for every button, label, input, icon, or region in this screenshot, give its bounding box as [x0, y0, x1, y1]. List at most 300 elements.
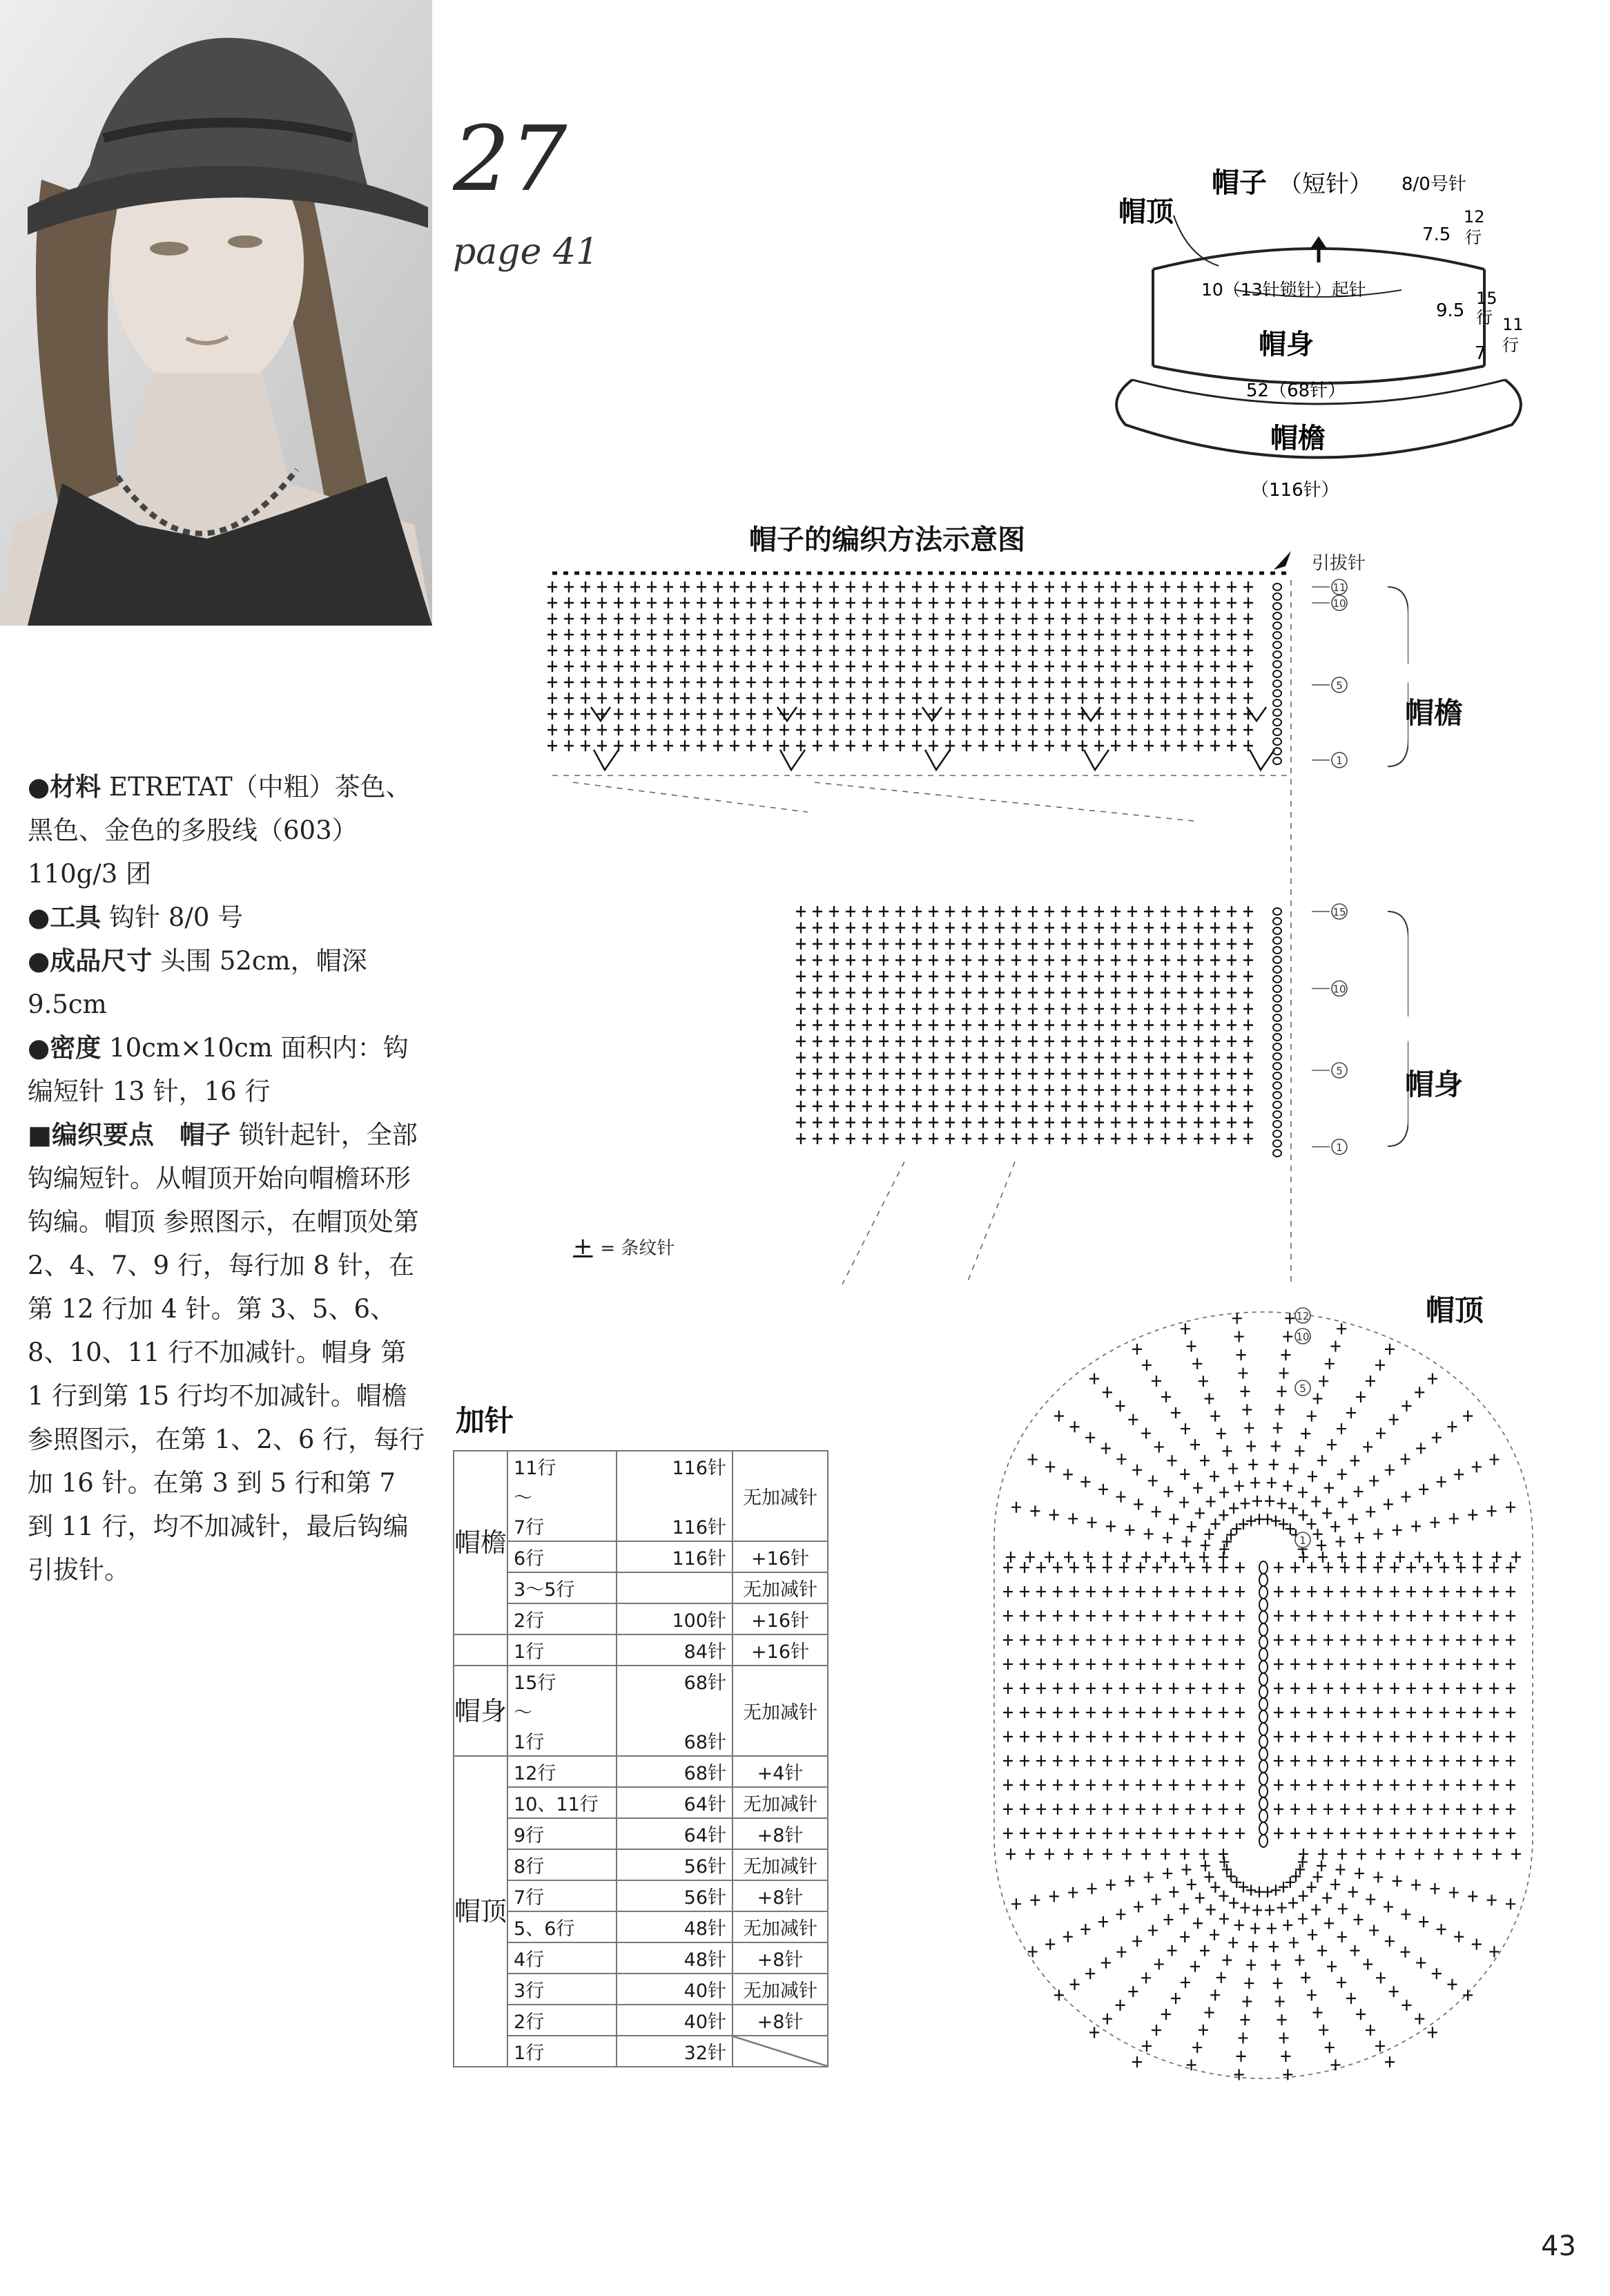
table-row: 6行 116针 +16针 — [454, 1541, 828, 1572]
table-row: 8行 56针 无加减针 — [454, 1849, 828, 1880]
dim-brim-row-unit: 行 — [1502, 336, 1519, 355]
stitch-symbol — [1094, 1003, 1104, 1014]
stitch-symbol — [1227, 597, 1236, 608]
increase-table-title: 加针 — [456, 1404, 514, 1438]
slip-stitch-label: 引拔针 — [1312, 553, 1366, 574]
stitch-symbol — [978, 629, 988, 640]
stitch-symbol — [1222, 1955, 1232, 1966]
stitch-symbol — [1243, 1003, 1253, 1014]
stitch-symbol — [1185, 1755, 1195, 1766]
stitch-symbol — [1390, 1779, 1399, 1791]
stitch-symbol — [1045, 597, 1054, 608]
crown-chart — [967, 1284, 1560, 2113]
stitch-symbol — [1103, 1586, 1112, 1597]
stitch-symbol — [1323, 1610, 1333, 1621]
stitch-symbol — [1439, 1610, 1449, 1621]
stitch-symbol — [1219, 1544, 1229, 1555]
stitch-symbol — [1061, 1085, 1071, 1096]
stitch-symbol — [962, 971, 971, 982]
stitch-symbol — [1119, 1731, 1129, 1742]
stitch-symbol — [1119, 1634, 1129, 1646]
stitch-symbol — [746, 708, 756, 720]
stitch-symbol — [796, 597, 806, 608]
stitch-symbol — [1127, 708, 1137, 720]
schematic-chain: 10（13针锁针）起针 — [1201, 280, 1366, 300]
body-no-change: 无加减针 — [733, 1666, 828, 1756]
stitch-symbol — [945, 1101, 955, 1112]
stitch-symbol — [1194, 906, 1203, 917]
stitch-symbol — [1201, 1540, 1210, 1551]
stitch-symbol — [1045, 1052, 1054, 1063]
stitch-symbol — [1357, 1586, 1366, 1597]
stitch-symbol — [1463, 1989, 1473, 2000]
stitch-symbol — [1232, 1877, 1241, 1888]
stitch-symbol — [1061, 740, 1071, 751]
stitch-symbol — [1210, 971, 1220, 982]
chain-stitch — [1273, 1034, 1281, 1041]
stitch-symbol — [929, 724, 938, 735]
stitch-symbol — [1210, 740, 1220, 751]
stitch-symbol — [630, 661, 640, 672]
stitch-symbol — [564, 693, 574, 704]
schematic-body-circ: 52（68针） — [1246, 380, 1346, 401]
stitch-symbol — [1456, 1828, 1466, 1839]
stitch-symbol — [1373, 1707, 1383, 1718]
stitch-symbol — [945, 1085, 955, 1096]
stitch-symbol — [1219, 1856, 1229, 1867]
stitch-symbol — [1185, 1683, 1195, 1694]
stitch-symbol — [1177, 740, 1187, 751]
stitch-symbol — [1086, 1659, 1096, 1670]
stitch-symbol — [1227, 906, 1236, 917]
connector-line — [815, 782, 1194, 821]
stitch-symbol — [1274, 1659, 1283, 1670]
stitch-symbol — [1152, 1779, 1162, 1791]
chain-stitch — [1259, 1835, 1268, 1847]
stitch-symbol — [862, 1052, 872, 1063]
stitch-symbol — [895, 693, 905, 704]
stitch-symbol — [1506, 1634, 1515, 1646]
stitch-symbol — [1375, 1360, 1385, 1371]
stitch-symbol — [1028, 1068, 1038, 1079]
stitch-symbol — [1169, 1634, 1179, 1646]
stitch-symbol — [929, 613, 938, 624]
stitch-symbol — [1045, 938, 1054, 949]
stitch-symbol — [1307, 1659, 1317, 1670]
stitch-symbol — [1307, 1683, 1317, 1694]
stitch-symbol — [978, 906, 988, 917]
stitch-symbol — [796, 645, 806, 656]
stitch-symbol — [1144, 1036, 1154, 1047]
stitch-symbol — [1144, 661, 1154, 672]
stitch-symbol — [1219, 1707, 1228, 1718]
stitch-symbol — [1227, 629, 1236, 640]
stitch-symbol — [846, 923, 855, 934]
stitch-symbol — [1373, 1731, 1383, 1742]
stitch-symbol — [962, 708, 971, 720]
stitch-symbol — [1243, 629, 1253, 640]
stitch-symbol — [630, 677, 640, 688]
stitch-symbol — [1271, 1960, 1281, 1971]
stitch-symbol — [1094, 1020, 1104, 1031]
schematic-title-main: 帽子 — [1212, 167, 1267, 199]
stitch-symbol — [1286, 1877, 1295, 1888]
stitch-symbol — [1003, 1755, 1013, 1766]
stitch-symbol — [1340, 1804, 1350, 1815]
stitch-symbol — [1094, 597, 1104, 608]
stitch-symbol — [564, 724, 574, 735]
stitch-symbol — [1252, 1496, 1262, 1507]
stitch-symbol — [1144, 938, 1154, 949]
stitch-symbol — [581, 613, 590, 624]
stitch-symbol — [1036, 1707, 1046, 1718]
stitch-symbol — [1219, 1891, 1228, 1902]
stitch-symbol — [1177, 1052, 1187, 1063]
stitch-symbol — [1087, 1517, 1097, 1528]
stitch-symbol — [1489, 1634, 1499, 1646]
stitch-symbol — [1243, 597, 1253, 608]
stitch-symbol — [1003, 1707, 1013, 1718]
stitch-symbol — [1078, 923, 1087, 934]
stitch-symbol — [1161, 724, 1170, 735]
stitch-symbol — [945, 597, 955, 608]
stitch-symbol — [1401, 1492, 1410, 1503]
stitch-symbol — [912, 740, 922, 751]
stitch-symbol — [862, 645, 872, 656]
stitch-symbol — [1103, 1610, 1112, 1621]
stitch-symbol — [862, 1133, 872, 1144]
stitch-symbol — [547, 661, 557, 672]
table-row: 7行 56针 +8针 — [454, 1880, 828, 1911]
stitch-symbol — [1227, 1068, 1236, 1079]
stitch-symbol — [995, 955, 1005, 966]
stitch-symbol — [1111, 1003, 1121, 1014]
connector-line — [573, 782, 808, 812]
stitch-symbol — [730, 677, 739, 688]
stitch-symbol — [1430, 1517, 1439, 1528]
stitch-symbol — [1242, 1404, 1252, 1415]
stitch-symbol — [1053, 1683, 1063, 1694]
stitch-symbol — [1506, 1562, 1515, 1573]
stitch-symbol — [1094, 1117, 1104, 1128]
stitch-symbol — [1363, 1959, 1373, 1970]
stitch-symbol — [912, 677, 922, 688]
stitch-symbol — [879, 1085, 889, 1096]
stitch-symbol — [978, 1003, 988, 1014]
spec-gauge: ●密度 10cm×10cm 面积内：钩编短针 13 针，16 行 — [28, 1033, 409, 1106]
stitch-symbol — [1086, 1562, 1096, 1573]
stitch-symbol — [1086, 1755, 1096, 1766]
stitch-symbol — [1078, 581, 1087, 592]
stitch-symbol — [1086, 1779, 1096, 1791]
stitch-symbol — [1011, 938, 1021, 949]
stitch-symbol — [829, 906, 839, 917]
stitch-symbol — [1132, 1465, 1142, 1476]
stitch-symbol — [597, 629, 607, 640]
stitch-symbol — [1061, 923, 1071, 934]
stitch-symbol — [1373, 1610, 1383, 1621]
stitch-symbol — [1400, 1947, 1410, 1958]
stitch-symbol — [1061, 1101, 1071, 1112]
stitch-symbol — [663, 613, 673, 624]
stitch-symbol — [1227, 1036, 1236, 1047]
stitch-symbol — [1473, 1562, 1482, 1573]
stitch-symbol — [895, 906, 905, 917]
stitch-symbol — [1311, 1496, 1321, 1507]
stitch-symbol — [1119, 1683, 1129, 1694]
stitch-symbol — [895, 740, 905, 751]
stitch-symbol — [1136, 1828, 1145, 1839]
stitch-symbol — [1473, 1731, 1482, 1742]
chain-stitch — [1273, 1024, 1281, 1031]
stitch-symbol — [1127, 1036, 1137, 1047]
stitch-symbol — [1028, 938, 1038, 949]
stitch-symbol — [1281, 2051, 1290, 2062]
stitch-symbol — [912, 645, 922, 656]
stitch-symbol — [1144, 708, 1154, 720]
stitch-symbol — [1290, 1828, 1300, 1839]
stitch-symbol — [1216, 1428, 1226, 1439]
stitch-symbol — [1473, 1804, 1482, 1815]
stitch-symbol — [1226, 1871, 1236, 1882]
stitch-symbol — [1406, 1707, 1416, 1718]
stitch-symbol — [962, 1101, 971, 1112]
stitch-symbol — [929, 987, 938, 999]
stitch-symbol — [1235, 1804, 1245, 1815]
chain-stitch — [1259, 1773, 1268, 1785]
stitch-symbol — [879, 661, 889, 672]
stitch-symbol — [1136, 1707, 1145, 1718]
stitch-symbol — [1194, 987, 1203, 999]
increase-v-symbol — [1084, 750, 1109, 770]
stitch-symbol — [1011, 1502, 1021, 1513]
stitch-symbol — [1274, 1634, 1283, 1646]
stitch-symbol — [1227, 987, 1236, 999]
stitch-symbol — [1366, 1376, 1375, 1387]
stitch-symbol — [1281, 1349, 1290, 1360]
stitch-symbol — [1246, 1960, 1256, 1971]
stitch-symbol — [1506, 1755, 1515, 1766]
stitch-symbol — [1406, 1610, 1416, 1621]
stitch-symbol — [1119, 1804, 1129, 1815]
stitch-symbol — [1185, 1731, 1195, 1742]
stitch-symbol — [1432, 1432, 1442, 1443]
stitch-symbol — [746, 693, 756, 704]
stitch-symbol — [1243, 661, 1253, 672]
stitch-symbol — [1307, 1562, 1317, 1573]
stitch-symbol — [1210, 1003, 1220, 1014]
stitch-symbol — [1119, 1610, 1129, 1621]
stitch-symbol — [581, 740, 590, 751]
stitch-symbol — [1506, 1610, 1515, 1621]
stitch-symbol — [1177, 724, 1187, 735]
stitch-symbol — [829, 581, 839, 592]
stitch-symbol — [1346, 1407, 1356, 1418]
stitch-symbol — [895, 661, 905, 672]
stitch-symbol — [1161, 1036, 1170, 1047]
stitch-symbol — [1194, 1117, 1203, 1128]
stitch-symbol — [1045, 987, 1054, 999]
stitch-symbol — [945, 906, 955, 917]
stitch-symbol — [929, 1052, 938, 1063]
stitch-symbol — [1357, 1779, 1366, 1791]
stitch-symbol — [746, 597, 756, 608]
stitch-symbol — [1419, 1484, 1428, 1495]
stitch-symbol — [1323, 1562, 1333, 1573]
stitch-symbol — [1020, 1610, 1029, 1621]
stitch-symbol — [1330, 1521, 1340, 1532]
stitch-symbol — [730, 597, 739, 608]
stitch-symbol — [1311, 1904, 1321, 1915]
stitch-symbol — [1185, 1562, 1195, 1573]
pattern-number: 27 — [453, 106, 568, 211]
stitch-symbol — [813, 971, 822, 982]
stitch-symbol — [813, 1101, 822, 1112]
stitch-symbol — [995, 938, 1005, 949]
stitch-symbol — [1406, 1562, 1416, 1573]
stitch-symbol — [730, 629, 739, 640]
stitch-symbol — [1210, 1518, 1220, 1530]
stitch-symbol — [1210, 1133, 1220, 1144]
stitch-symbol — [581, 693, 590, 704]
stitch-symbol — [1210, 955, 1220, 966]
stitch-symbol — [1194, 724, 1203, 735]
stitch-symbol — [1136, 1586, 1145, 1597]
stitch-symbol — [746, 677, 756, 688]
stitch-symbol — [978, 938, 988, 949]
stitch-symbol — [1053, 1804, 1063, 1815]
stitch-symbol — [1202, 1828, 1212, 1839]
stitch-symbol — [1337, 1469, 1347, 1480]
stitch-symbol — [1136, 1804, 1145, 1815]
stitch-symbol — [846, 1068, 855, 1079]
stitch-symbol — [862, 1068, 872, 1079]
stitch-symbol — [1439, 1562, 1449, 1573]
stitch-symbol — [846, 987, 855, 999]
stitch-symbol — [1423, 1634, 1433, 1646]
stitch-symbol — [1194, 581, 1203, 592]
stitch-symbol — [746, 629, 756, 640]
stitch-symbol — [1161, 629, 1170, 640]
stitch-symbol — [945, 955, 955, 966]
stitch-symbol — [1185, 1707, 1195, 1718]
stitch-symbol — [1369, 1925, 1379, 1936]
stitch-symbol — [1161, 1117, 1170, 1128]
stitch-symbol — [1020, 1755, 1029, 1766]
chain-stitch — [1273, 1082, 1281, 1089]
stitch-symbol — [1049, 1509, 1059, 1521]
stitch-symbol — [929, 938, 938, 949]
increase-v-symbol — [1250, 750, 1274, 770]
dim-crown-rows: 12 — [1464, 207, 1485, 226]
stitch-symbol — [1045, 1939, 1055, 1950]
stitch-symbol — [962, 613, 971, 624]
stitch-symbol — [647, 597, 657, 608]
stitch-symbol — [813, 1020, 822, 1031]
chain-stitch — [1273, 966, 1281, 973]
stitch-symbol — [978, 708, 988, 720]
stitch-symbol — [1144, 1052, 1154, 1063]
stitch-symbol — [1028, 1101, 1038, 1112]
stitch-symbol — [1119, 1586, 1129, 1597]
stitch-symbol — [581, 581, 590, 592]
stitch-symbol — [1295, 1445, 1305, 1456]
stitch-symbol — [1248, 1941, 1258, 1952]
stitch-symbol — [1141, 1972, 1151, 1983]
stitch-symbol — [1011, 1036, 1021, 1047]
stitch-symbol — [1086, 1586, 1096, 1597]
stitch-symbol — [1053, 1659, 1063, 1670]
stitch-symbol — [1473, 1683, 1482, 1694]
stitch-symbol — [614, 708, 623, 720]
chain-stitch — [1273, 1111, 1281, 1118]
stitch-symbol — [813, 923, 822, 934]
stitch-symbol — [962, 629, 971, 640]
stitch-symbol — [1323, 1683, 1333, 1694]
stitch-symbol — [1179, 1903, 1189, 1914]
spec-tools: ●工具 钩针 8/0 号 — [28, 903, 244, 932]
stitch-symbol — [1103, 2014, 1112, 2025]
stitch-symbol — [912, 955, 922, 966]
stitch-symbol — [1271, 1440, 1281, 1451]
stitch-symbol — [1206, 1904, 1216, 1915]
stitch-symbol — [1323, 1634, 1333, 1646]
stitch-symbol — [1078, 724, 1087, 735]
stitch-symbol — [1269, 1941, 1279, 1952]
stitch-symbol — [1194, 613, 1203, 624]
stitch-symbol — [1177, 906, 1187, 917]
stitch-symbol — [813, 724, 822, 735]
stitch-symbol — [779, 677, 789, 688]
stitch-symbol — [547, 677, 557, 688]
stitch-symbol — [1423, 1659, 1433, 1670]
stitch-symbol — [1275, 1996, 1285, 2007]
chain-stitch — [1273, 1101, 1281, 1108]
stitch-symbol — [1290, 1659, 1300, 1670]
stitch-symbol — [1216, 1972, 1226, 1983]
stitch-symbol — [1357, 1849, 1366, 1860]
stitch-symbol — [1144, 1003, 1154, 1014]
stitch-symbol — [1085, 1432, 1095, 1443]
stitch-symbol — [1181, 1864, 1191, 1875]
stitch-symbol — [1489, 1731, 1499, 1742]
stitch-symbol — [779, 661, 789, 672]
stitch-symbol — [1069, 1586, 1079, 1597]
stitch-symbol — [1111, 1133, 1121, 1144]
stitch-symbol — [1111, 1052, 1121, 1063]
stitch-symbol — [1127, 724, 1137, 735]
stitch-symbol — [1210, 1020, 1220, 1031]
stitch-symbol — [978, 645, 988, 656]
stitch-symbol — [1194, 645, 1203, 656]
stitch-symbol — [1235, 1586, 1245, 1597]
stitch-symbol — [978, 923, 988, 934]
stitch-symbol — [1117, 1947, 1127, 1958]
stitch-symbol — [1003, 1586, 1013, 1597]
stitch-symbol — [978, 1133, 988, 1144]
stitch-symbol — [1511, 1552, 1521, 1563]
stitch-symbol — [829, 955, 839, 966]
stitch-symbol — [895, 1117, 905, 1128]
stitch-symbol — [1003, 1634, 1013, 1646]
stitch-symbol — [1111, 1117, 1121, 1128]
stitch-symbol — [862, 613, 872, 624]
stitch-symbol — [796, 661, 806, 672]
stitch-symbol — [1116, 1909, 1126, 1920]
stitch-symbol — [1210, 1989, 1220, 2000]
stitch-symbol — [647, 613, 657, 624]
stitch-symbol — [713, 661, 723, 672]
